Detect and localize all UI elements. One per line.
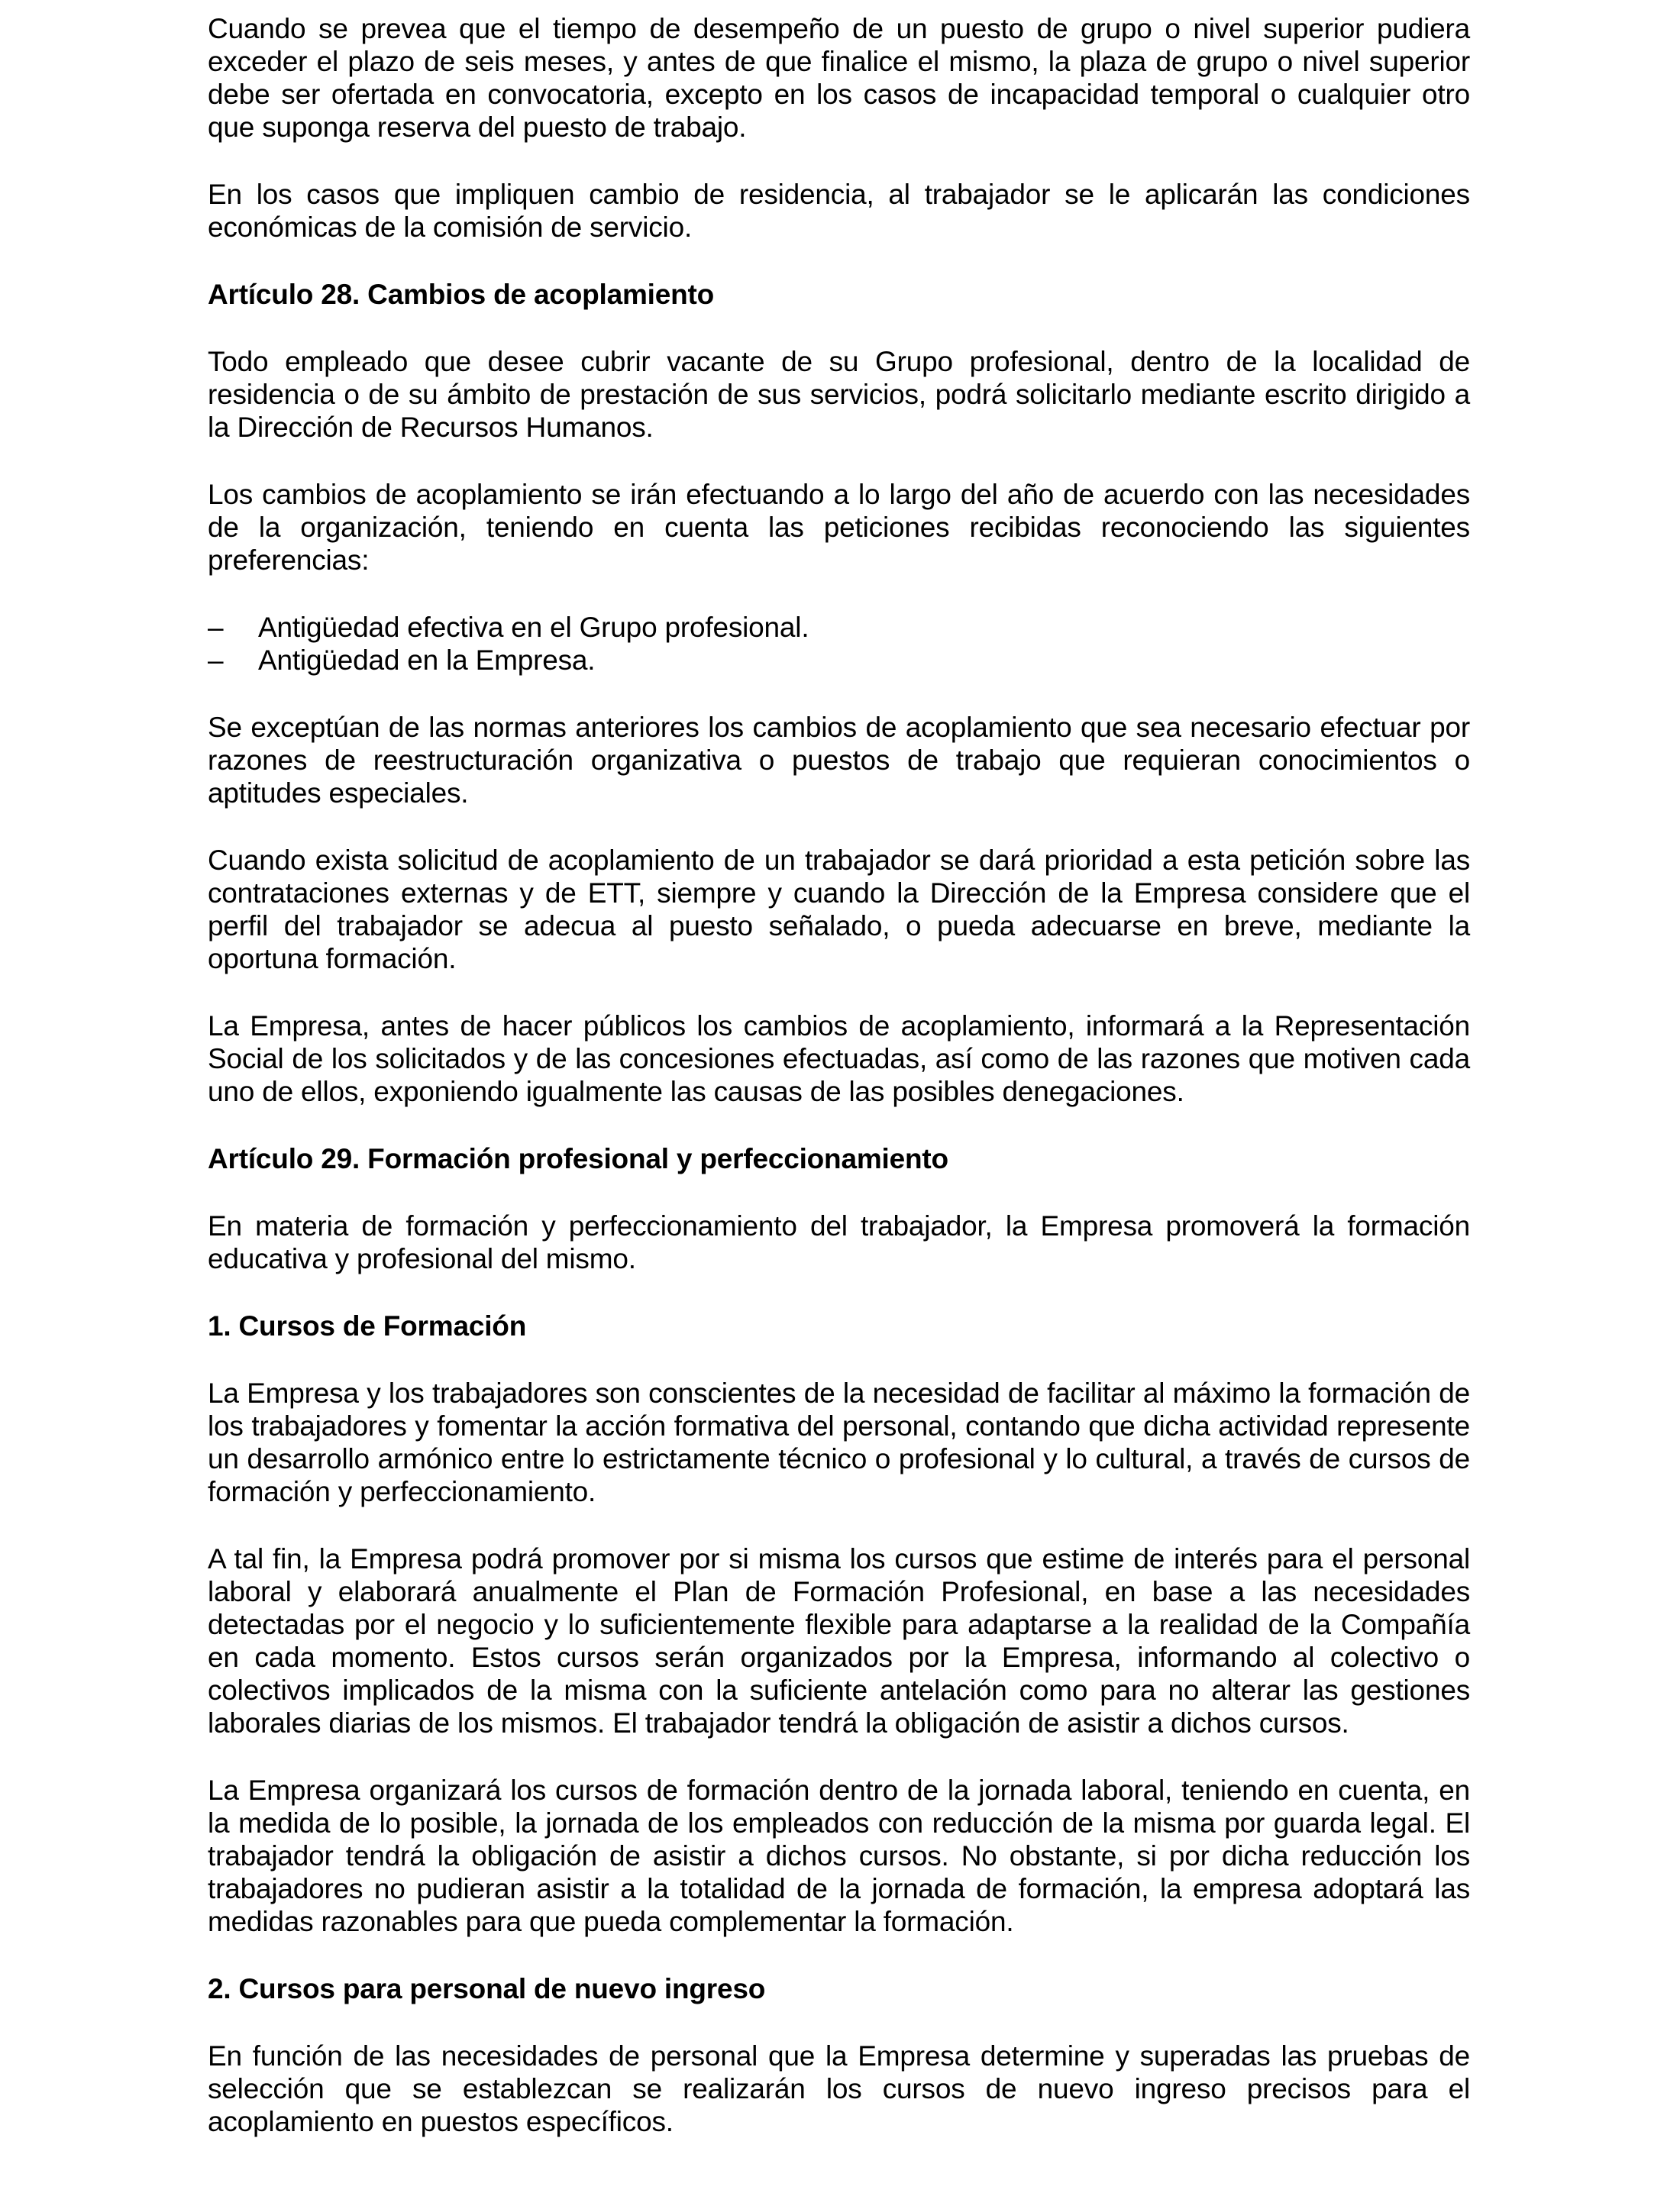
paragraph: Se exceptúan de las normas anteriores los cambios de acoplamiento que sea necesario efectuar por razones de reestructuración organizativa o puestos de trabajo que requieran conocimientos o aptitudes especiales. bbox=[208, 712, 1470, 809]
paragraph: La Empresa y los trabajadores son conscientes de la necesidad de facilitar al máximo la formación de los trabajadores y fomentar la acción formativa del personal, contando que dicha actividad represente un desarrollo armónico entre lo estrictamente técnico o profesional y lo cultural, a través de cursos de formación y perfeccionamiento. bbox=[208, 1377, 1470, 1507]
paragraph: Cuando se prevea que el tiempo de desempeño de un puesto de grupo o nivel superior pudiera exceder el plazo de seis meses, y antes de que finalice el mismo, la plaza de grupo o nivel superior debe ser ofertada en convocatoria, excepto en los casos de incapacidad temporal o cualquier otro que suponga reserva del puesto de trabajo. bbox=[208, 13, 1470, 143]
list-item-text: Antigüedad en la Empresa. bbox=[258, 644, 596, 676]
paragraph: En los casos que impliquen cambio de residencia, al trabajador se le aplicarán las condiciones económicas de la comisión de servicio. bbox=[208, 179, 1470, 243]
paragraph: Cuando exista solicitud de acoplamiento de un trabajador se dará prioridad a esta petición sobre las contrataciones externas y de ETT, siempre y cuando la Dirección de la Empresa considere que el perfil del trabajador se adecua al puesto señalado, o pueda adecuarse en breve, mediante la oportuna formación. bbox=[208, 845, 1470, 974]
section-heading: Artículo 29. Formación profesional y perfeccionamiento bbox=[208, 1143, 948, 1174]
section-heading: 2. Cursos para personal de nuevo ingreso bbox=[208, 1973, 766, 2004]
paragraph: La Empresa, antes de hacer públicos los cambios de acoplamiento, informará a la Representación Social de los solicitados y de las concesiones efectuadas, así como de las razones que motiven cada uno de ellos, exponiendo igualmente las causas de las posibles denegaciones. bbox=[208, 1010, 1470, 1107]
dash-bullet: – bbox=[208, 644, 224, 676]
paragraph: La Empresa organizará los cursos de formación dentro de la jornada laboral, teniendo en cuenta, en la medida de lo posible, la jornada de los empleados con reducción de la misma por guarda legal. El trabajador tendrá la obligación de asistir a dichos cursos. No obstante, si por dicha reducción los trabajadores no pudieran asistir a la totalidad de la jornada de formación, la empresa adoptará las medidas razonables para que pueda complementar la formación. bbox=[208, 1775, 1470, 1937]
paragraph: Los cambios de acoplamiento se irán efectuando a lo largo del año de acuerdo con las necesidades de la organización, teniendo en cuenta las peticiones recibidas reconociendo las siguientes preferencias: bbox=[208, 479, 1470, 576]
paragraph: A tal fin, la Empresa podrá promover por si misma los cursos que estime de interés para el personal laboral y elaborará anualmente el Plan de Formación Profesional, en base a las necesidades detectadas por el negocio y lo suficientemente flexible para adaptarse a la realidad de la Compañía en cada momento. Estos cursos serán organizados por la Empresa, informando al colectivo o colectivos implicados de la misma con la suficiente antelación como para no alterar las gestiones laborales diarias de los mismos. El trabajador tendrá la obligación de asistir a dichos cursos. bbox=[208, 1543, 1470, 1739]
paragraph: En materia de formación y perfeccionamiento del trabajador, la Empresa promoverá la formación educativa y profesional del mismo. bbox=[208, 1210, 1470, 1274]
list-item-text: Antigüedad efectiva en el Grupo profesional. bbox=[258, 612, 809, 643]
paragraph: En función de las necesidades de personal que la Empresa determine y superadas las pruebas de selección que se establezcan se realizarán los cursos de nuevo ingreso precisos para el acoplamiento en puestos específicos. bbox=[208, 2040, 1470, 2137]
list-item bbox=[208, 611, 1470, 644]
dash-bullet: – bbox=[208, 612, 224, 643]
list-item bbox=[208, 644, 1470, 677]
paragraph: Todo empleado que desee cubrir vacante de su Grupo profesional, dentro de la localidad de residencia o de su ámbito de prestación de sus servicios, podrá solicitarlo mediante escrito dirigido a la Dirección de Recursos Humanos. bbox=[208, 346, 1470, 443]
document-body bbox=[208, 12, 1470, 2172]
preference-list bbox=[208, 611, 1470, 677]
section-heading: 1. Cursos de Formación bbox=[208, 1310, 527, 1342]
section-heading: Artículo 28. Cambios de acoplamiento bbox=[208, 279, 715, 310]
